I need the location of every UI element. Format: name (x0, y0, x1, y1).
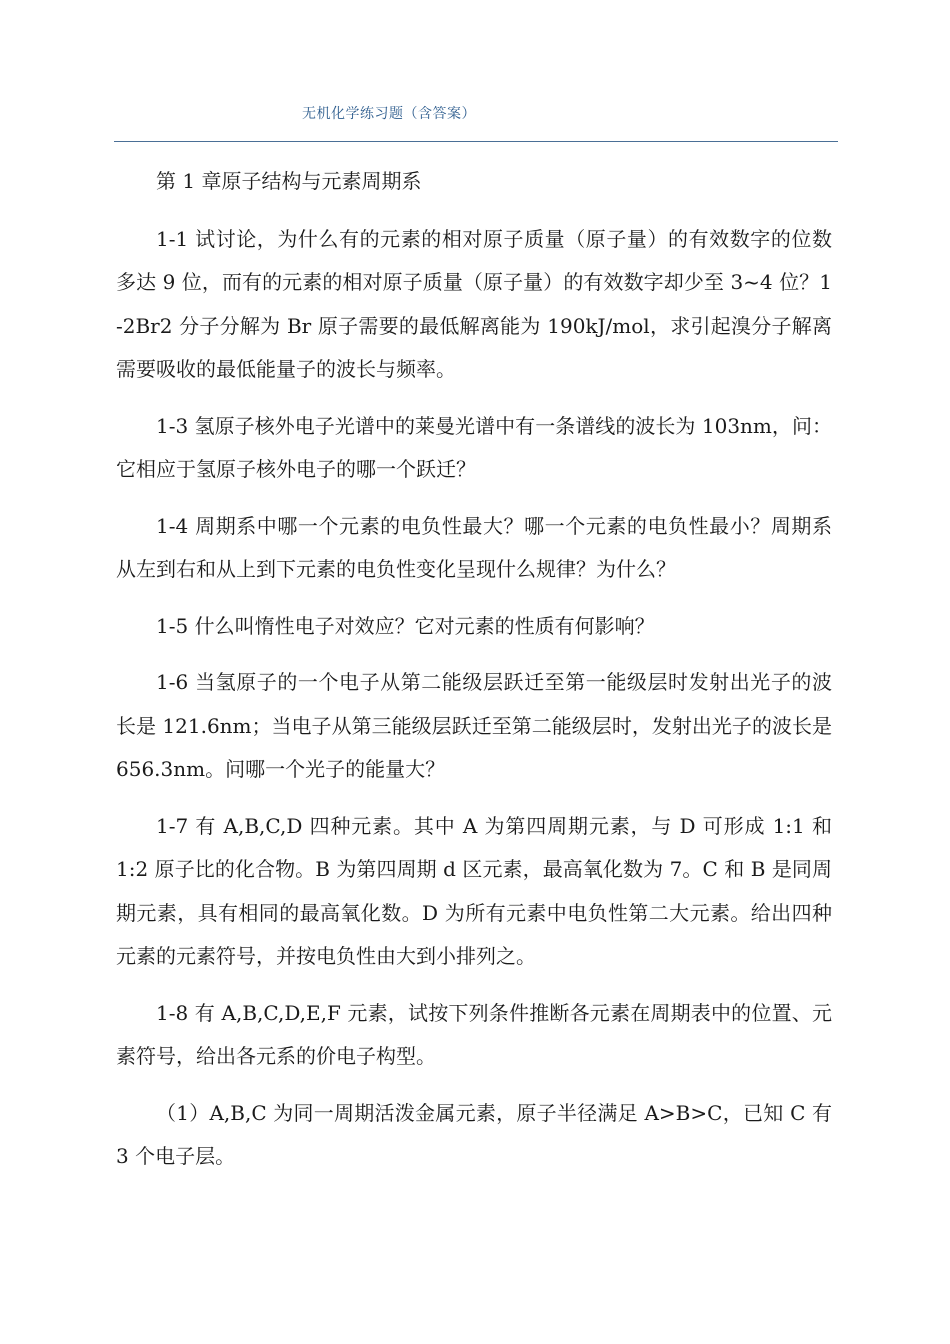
question-1-3: 1-3 氢原子核外电子光谱中的莱曼光谱中有一条谱线的波长为 103nm，问：它相应于氢原子核外电子的哪一个跃迁？ (116, 413, 832, 481)
question-1-8: 1-8 有 A,B,C,D,E,F 元素，试按下列条件推断各元素在周期表中的位置、元素符号，给出各元系的价电子构型。 (116, 1000, 832, 1068)
question-1-7: 1-7 有 A,B,C,D 四种元素。其中 A 为第四周期元素，与 D 可形成 1:1 和 1:2 原子比的化合物。B 为第四周期 d 区元素，最高氧化数为 7。C 和 B 是同周期元素，具有相同的最高氧化数。D 为所有元素中电负性第二大元素。给出四种元素的元素符号，并按电负性由大到小排列之。 (116, 813, 832, 968)
question-1-1-and-1-2: 1-1 试讨论，为什么有的元素的相对原子质量（原子量）的有效数字的位数多达 9 位，而有的元素的相对原子质量（原子量）的有效数字却少至 3~4 位？1-2Br2 分子分解为 Br 原子需要的最低解离能为 190kJ/mol，求引起溴分子解离需要吸收的最低能量子的波长与频率。 (116, 226, 832, 381)
document-body (116, 160, 832, 1192)
question-1-6: 1-6 当氢原子的一个电子从第二能级层跃迁至第一能级层时发射出光子的波长是 121.6nm；当电子从第三能级层跃迁至第二能级层时，发射出光子的波长是 656.3nm。问哪一个光子的能量大？ (116, 670, 832, 781)
header-divider (114, 141, 838, 142)
question-1-4: 1-4 周期系中哪一个元素的电负性最大？哪一个元素的电负性最小？周期系从左到右和从上到下元素的电负性变化呈现什么规律？为什么？ (116, 513, 832, 581)
question-1-5: 1-5 什么叫惰性电子对效应？它对元素的性质有何影响？ (156, 613, 655, 638)
question-1-8-condition-1: （1）A,B,C 为同一周期活泼金属元素，原子半径满足 A>B>C，已知 C 有 3 个电子层。 (116, 1100, 832, 1168)
running-header-title: 无机化学练习题（含答案） (302, 106, 476, 122)
chapter-title: 第 1 章原子结构与元素周期系 (156, 169, 422, 193)
